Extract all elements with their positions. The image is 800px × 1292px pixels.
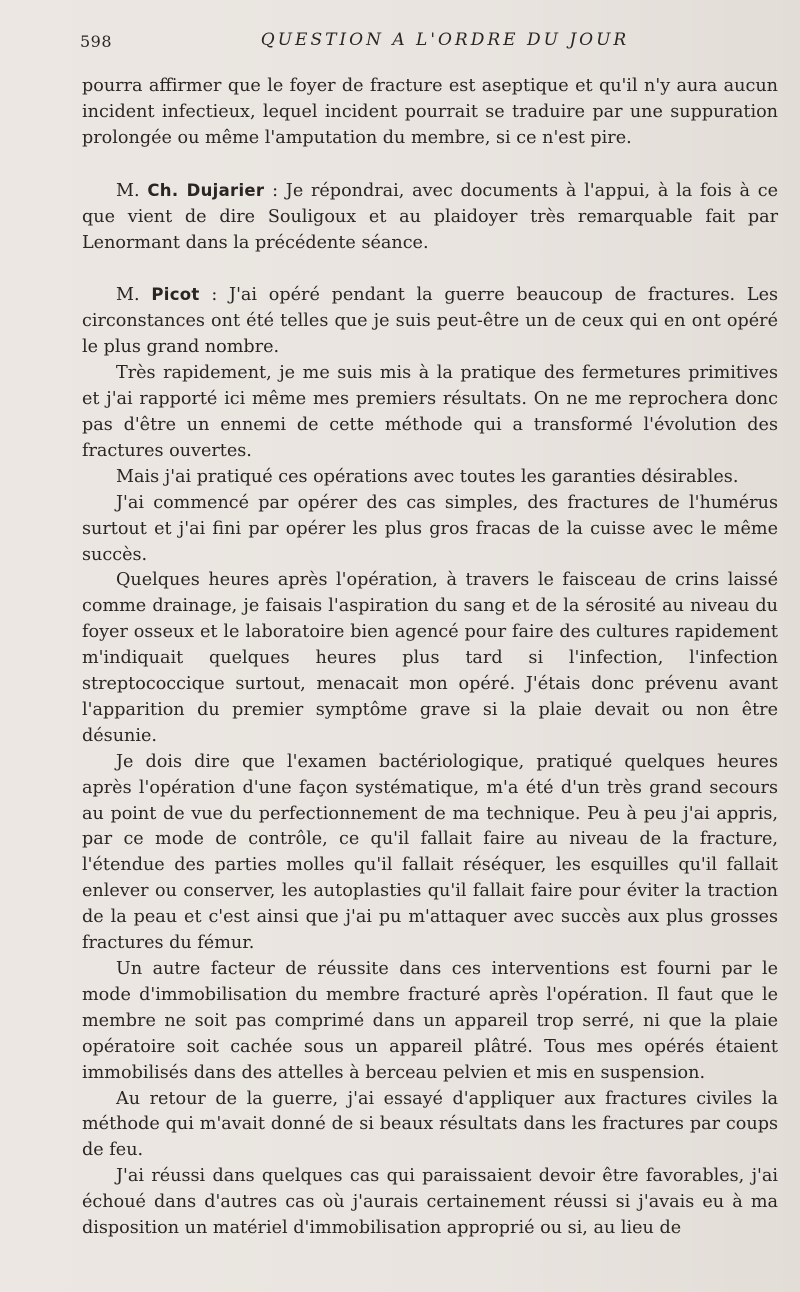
paragraph-text: Je dois dire que l'examen bactériologique, pratiqué quelques heures après l'opération d'une façon systématique, m'a été d'un très grand secours au point de vue du perfectionnement de ma technique. Peu à peu j'ai appris, par ce mode de contrôle, ce qu'il fallait faire au niveau de la fracture, l'étendue des parties molles qu'il fallait réséquer, les esquilles qu'il fallait enlever ou conserver, les autoplasties qu'il fallait faire pour éviter la traction de la peau et c'est ainsi que j'ai pu m'attaquer avec succès aux plus grosses fractures du fémur. [82,751,778,954]
paragraph [82,1164,778,1242]
running-title: QUESTION A L'ORDRE DU JOUR [260,30,630,50]
paragraph-text: J'ai commencé par opérer des cas simples, des fractures de l'humérus surtout et j'ai fini par opérer les plus gros fracas de la cuisse avec le même succès. [82,492,778,565]
paragraph-text: : Je répondrai, avec documents à l'appui, à la fois à ce que vient de dire Souligoux et au plaidoyer très remarquable fait par Lenormant dans la précédente séance. [82,180,778,253]
paragraph [82,74,778,152]
paragraph-text: Mais j'ai pratiqué ces opérations avec toutes les garanties désirables. [116,466,739,487]
paragraph-picot [82,282,778,361]
paragraph [82,465,778,491]
paragraph-text: pourra affirmer que le foyer de fracture est aseptique et qu'il n'y aura aucun incident infectieux, lequel incident pourrait se traduire par une suppuration prolongée ou même l'amputation du membre, si ce n'est pire. [82,76,778,148]
paragraph [82,750,778,957]
paragraph-text: J'ai réussi dans quelques cas qui paraissaient devoir être favorables, j'ai échoué dans d'autres cas où j'aurais certainement réussi si j'avais eu à ma disposition un matériel d'immobilisation approprié ou si, au lieu de [82,1166,778,1239]
speaker-prefix: M. [116,180,148,201]
paragraph-text: Quelques heures après l'opération, à travers le faisceau de crins laissé comme drainage, je faisais l'aspiration du sang et de la sérosité au niveau du foyer osseux et le laboratoire bien agencé pour faire des cultures rapidement m'indiquait quelques heures plus tard si l'infection, l'infection streptococcique surtout, menacait mon opéré. J'étais donc prévenu avant l'apparition du premier symptôme grave si la plaie devait ou non être désunie. [82,570,778,746]
speaker-prefix: M. [116,285,152,306]
body-text [82,74,778,1242]
paragraph [82,1087,778,1165]
paragraph [82,361,778,465]
paragraph-dujarier [82,178,778,257]
paragraph [82,957,778,1087]
speaker-name: Picot [151,285,200,305]
paragraph-text: : J'ai opéré pendant la guerre beaucoup de fractures. Les circonstances ont été telles que je suis peut-être un de ceux qui en ont opéré le plus grand nombre. [82,285,779,358]
paragraph-text: Au retour de la guerre, j'ai essayé d'appliquer aux fractures civiles la méthode qui m'avait donné de si beaux résultats dans les fractures par coups de feu. [82,1088,778,1161]
running-head [80,30,780,54]
page-number: 598 [80,32,113,51]
paragraph [82,491,778,569]
paragraph [82,568,778,749]
speaker-name: Ch. Dujarier [147,180,265,200]
paragraph-text: Très rapidement, je me suis mis à la pratique des fermetures primitives et j'ai rapporté ici même mes premiers résultats. On ne me reprochera donc pas d'être un ennemi de cette méthode qui a transformé l'évolution des fractures ouvertes. [82,363,778,461]
paragraph-text: Un autre facteur de réussite dans ces interventions est fourni par le mode d'immobilisation du membre fracturé après l'opération. Il faut que le membre ne soit pas comprimé dans un appareil trop serré, ni que la plaie opératoire soit cachée sous un appareil plâtré. Tous mes opérés étaient immobilisés dans des attelles à berceau pelvien et mis en suspension. [82,959,778,1083]
